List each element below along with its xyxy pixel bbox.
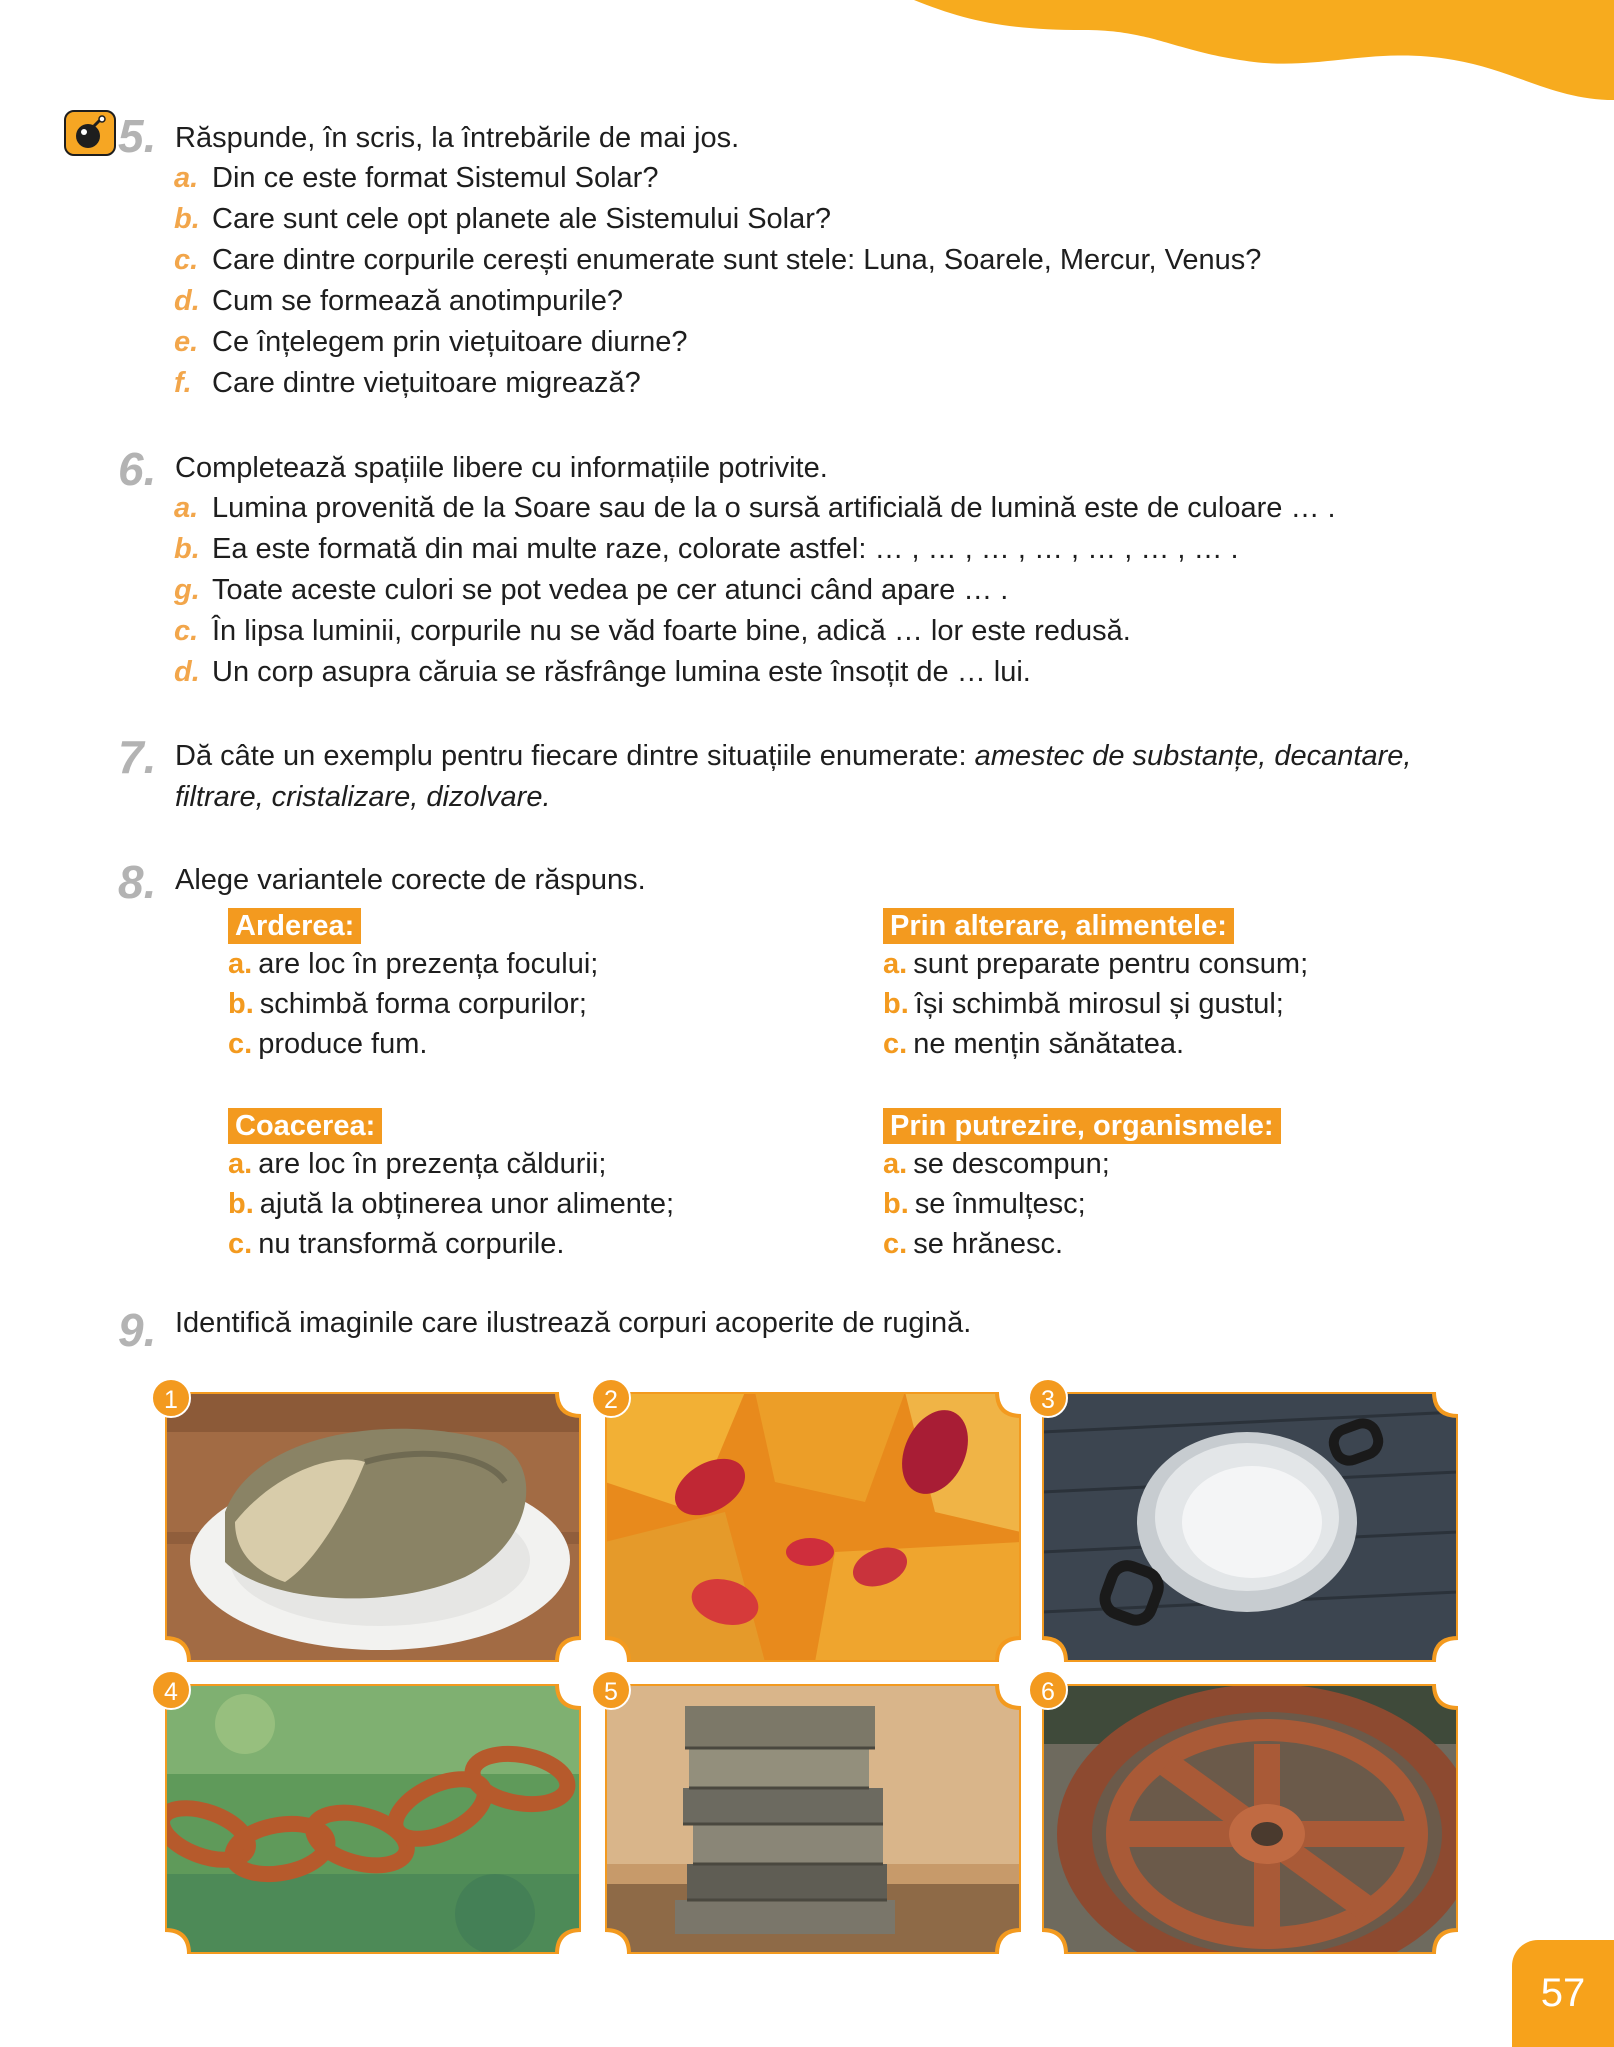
option-text: ne mențin sănătatea. [913, 1028, 1185, 1060]
option-text: produce fum. [258, 1028, 428, 1060]
choice-block-alterare [883, 908, 1308, 1064]
option-text: își schimbă mirosul și gustul; [914, 988, 1284, 1020]
item-letter: c. [174, 244, 199, 276]
exercise-6-number: 6. [118, 443, 157, 495]
photo-number: 5 [591, 1670, 631, 1710]
difficulty-icon [64, 110, 116, 156]
item-letter: f. [174, 367, 192, 399]
exercise-7-terms: amestec de substanțe, decantare, [974, 740, 1412, 772]
photo-2-leaves [604, 1386, 1021, 1662]
item-letter: d. [174, 285, 200, 317]
option-text: are loc în prezența focului; [258, 948, 599, 980]
photo-5-books [604, 1678, 1021, 1954]
exercise-7-number: 7. [118, 731, 157, 783]
choice-option [228, 1144, 674, 1184]
option-letter: a. [228, 948, 253, 980]
exercise-5-items [174, 158, 1261, 404]
choice-heading: Coacerea: [228, 1108, 382, 1144]
choice-option [883, 1224, 1281, 1264]
choice-option [883, 944, 1308, 984]
list-item [174, 611, 1336, 652]
item-text: Care sunt cele opt planete ale Sistemului Solar? [212, 203, 832, 235]
page-number: 57 [1512, 1940, 1614, 2047]
photo-1-bread [164, 1386, 581, 1662]
item-letter: c. [174, 615, 199, 647]
top-wave-decoration [854, 0, 1614, 100]
choice-block-putrezire [883, 1108, 1281, 1264]
list-item [174, 363, 1261, 404]
photo-number: 1 [151, 1378, 191, 1418]
list-item [174, 281, 1261, 322]
exercise-9-number: 9. [118, 1304, 157, 1356]
list-item [174, 652, 1336, 693]
item-text: Un corp asupra căruia se răsfrânge lumina este însoțit de … lui. [212, 656, 1031, 688]
photo-number: 2 [591, 1378, 631, 1418]
item-text: Cum se formează anotimpurile? [212, 285, 624, 317]
item-text: Ea este formată din mai multe raze, colorate astfel: … , … , … , … , … , … , … . [212, 533, 1239, 565]
exercise-8-title: Alege variantele corecte de răspuns. [175, 864, 646, 896]
option-text: are loc în prezența căldurii; [258, 1148, 607, 1180]
choice-option [228, 1184, 674, 1224]
option-text: ajută la obținerea unor alimente; [259, 1188, 675, 1220]
exercise-6-title: Completează spațiile libere cu informațiile potrivite. [175, 452, 828, 484]
choice-heading: Arderea: [228, 908, 361, 944]
item-text: Care dintre corpurile cerești enumerate sunt stele: Luna, Soarele, Mercur, Venus? [212, 244, 1262, 276]
exercise-7-title [175, 736, 1411, 776]
item-letter: g. [174, 574, 200, 606]
option-letter: c. [883, 1028, 908, 1060]
exercise-6-items [174, 488, 1336, 693]
exercise-5-number: 5. [118, 110, 157, 162]
choice-block-arderea [228, 908, 598, 1064]
choice-heading: Prin putrezire, organismele: [883, 1108, 1281, 1144]
choice-option [883, 1184, 1281, 1224]
list-item [174, 199, 1261, 240]
option-letter: c. [228, 1228, 253, 1260]
item-letter: b. [174, 533, 200, 565]
item-text: Din ce este format Sistemul Solar? [212, 162, 659, 194]
option-letter: a. [228, 1148, 253, 1180]
option-text: schimbă forma corpurilor; [259, 988, 587, 1020]
list-item [174, 158, 1261, 199]
item-text: În lipsa luminii, corpurile nu se văd foarte bine, adică … lor este redusă. [212, 615, 1131, 647]
item-text: Toate aceste culori se pot vedea pe cer atunci când apare … . [212, 574, 1009, 606]
choice-heading: Prin alterare, alimentele: [883, 908, 1234, 944]
option-letter: a. [883, 1148, 908, 1180]
item-letter: d. [174, 656, 200, 688]
choice-option [883, 1144, 1281, 1184]
item-text: Care dintre viețuitoare migrează? [212, 367, 641, 399]
list-item [174, 570, 1336, 611]
list-item [174, 322, 1261, 363]
choice-option [228, 984, 598, 1024]
option-letter: b. [228, 988, 254, 1020]
choice-option [228, 1224, 674, 1264]
choice-option [228, 944, 598, 984]
list-item [174, 240, 1261, 281]
exercise-9-title: Identifică imaginile care ilustrează corpuri acoperite de rugină. [175, 1307, 972, 1339]
item-letter: b. [174, 203, 200, 235]
option-text: se descompun; [913, 1148, 1110, 1180]
exercise-8-number: 8. [118, 856, 157, 908]
choice-option [228, 1024, 598, 1064]
item-letter: e. [174, 326, 199, 358]
item-text: Ce înțelegem prin viețuitoare diurne? [212, 326, 688, 358]
exercise-7-terms-2: filtrare, cristalizare, dizolvare. [175, 781, 551, 813]
option-letter: b. [228, 1188, 254, 1220]
photo-number: 4 [151, 1670, 191, 1710]
photo-3-pot [1041, 1386, 1458, 1662]
exercise-5-title: Răspunde, în scris, la întrebările de mai jos. [175, 122, 740, 154]
option-text: se înmulțesc; [914, 1188, 1086, 1220]
choice-block-coacerea [228, 1108, 674, 1264]
item-text: Lumina provenită de la Soare sau de la o sursă artificială de lumină este de culoare … . [212, 492, 1336, 524]
option-text: nu transformă corpurile. [258, 1228, 565, 1260]
option-letter: c. [883, 1228, 908, 1260]
option-letter: c. [228, 1028, 253, 1060]
list-item [174, 529, 1336, 570]
option-letter: b. [883, 988, 909, 1020]
photo-4-chain [164, 1678, 581, 1954]
item-letter: a. [174, 492, 199, 524]
option-letter: a. [883, 948, 908, 980]
option-text: sunt preparate pentru consum; [913, 948, 1309, 980]
photo-number: 6 [1028, 1670, 1068, 1710]
item-letter: a. [174, 162, 199, 194]
list-item [174, 488, 1336, 529]
exercise-7-text: Dă câte un exemplu pentru fiecare dintre situațiile enumerate: [175, 740, 975, 772]
option-letter: b. [883, 1188, 909, 1220]
choice-option [883, 984, 1308, 1024]
exercise-7-title-line2 [175, 777, 551, 817]
photo-6-gear [1041, 1678, 1458, 1954]
option-text: se hrănesc. [913, 1228, 1064, 1260]
photo-number: 3 [1028, 1378, 1068, 1418]
choice-option [883, 1024, 1308, 1064]
